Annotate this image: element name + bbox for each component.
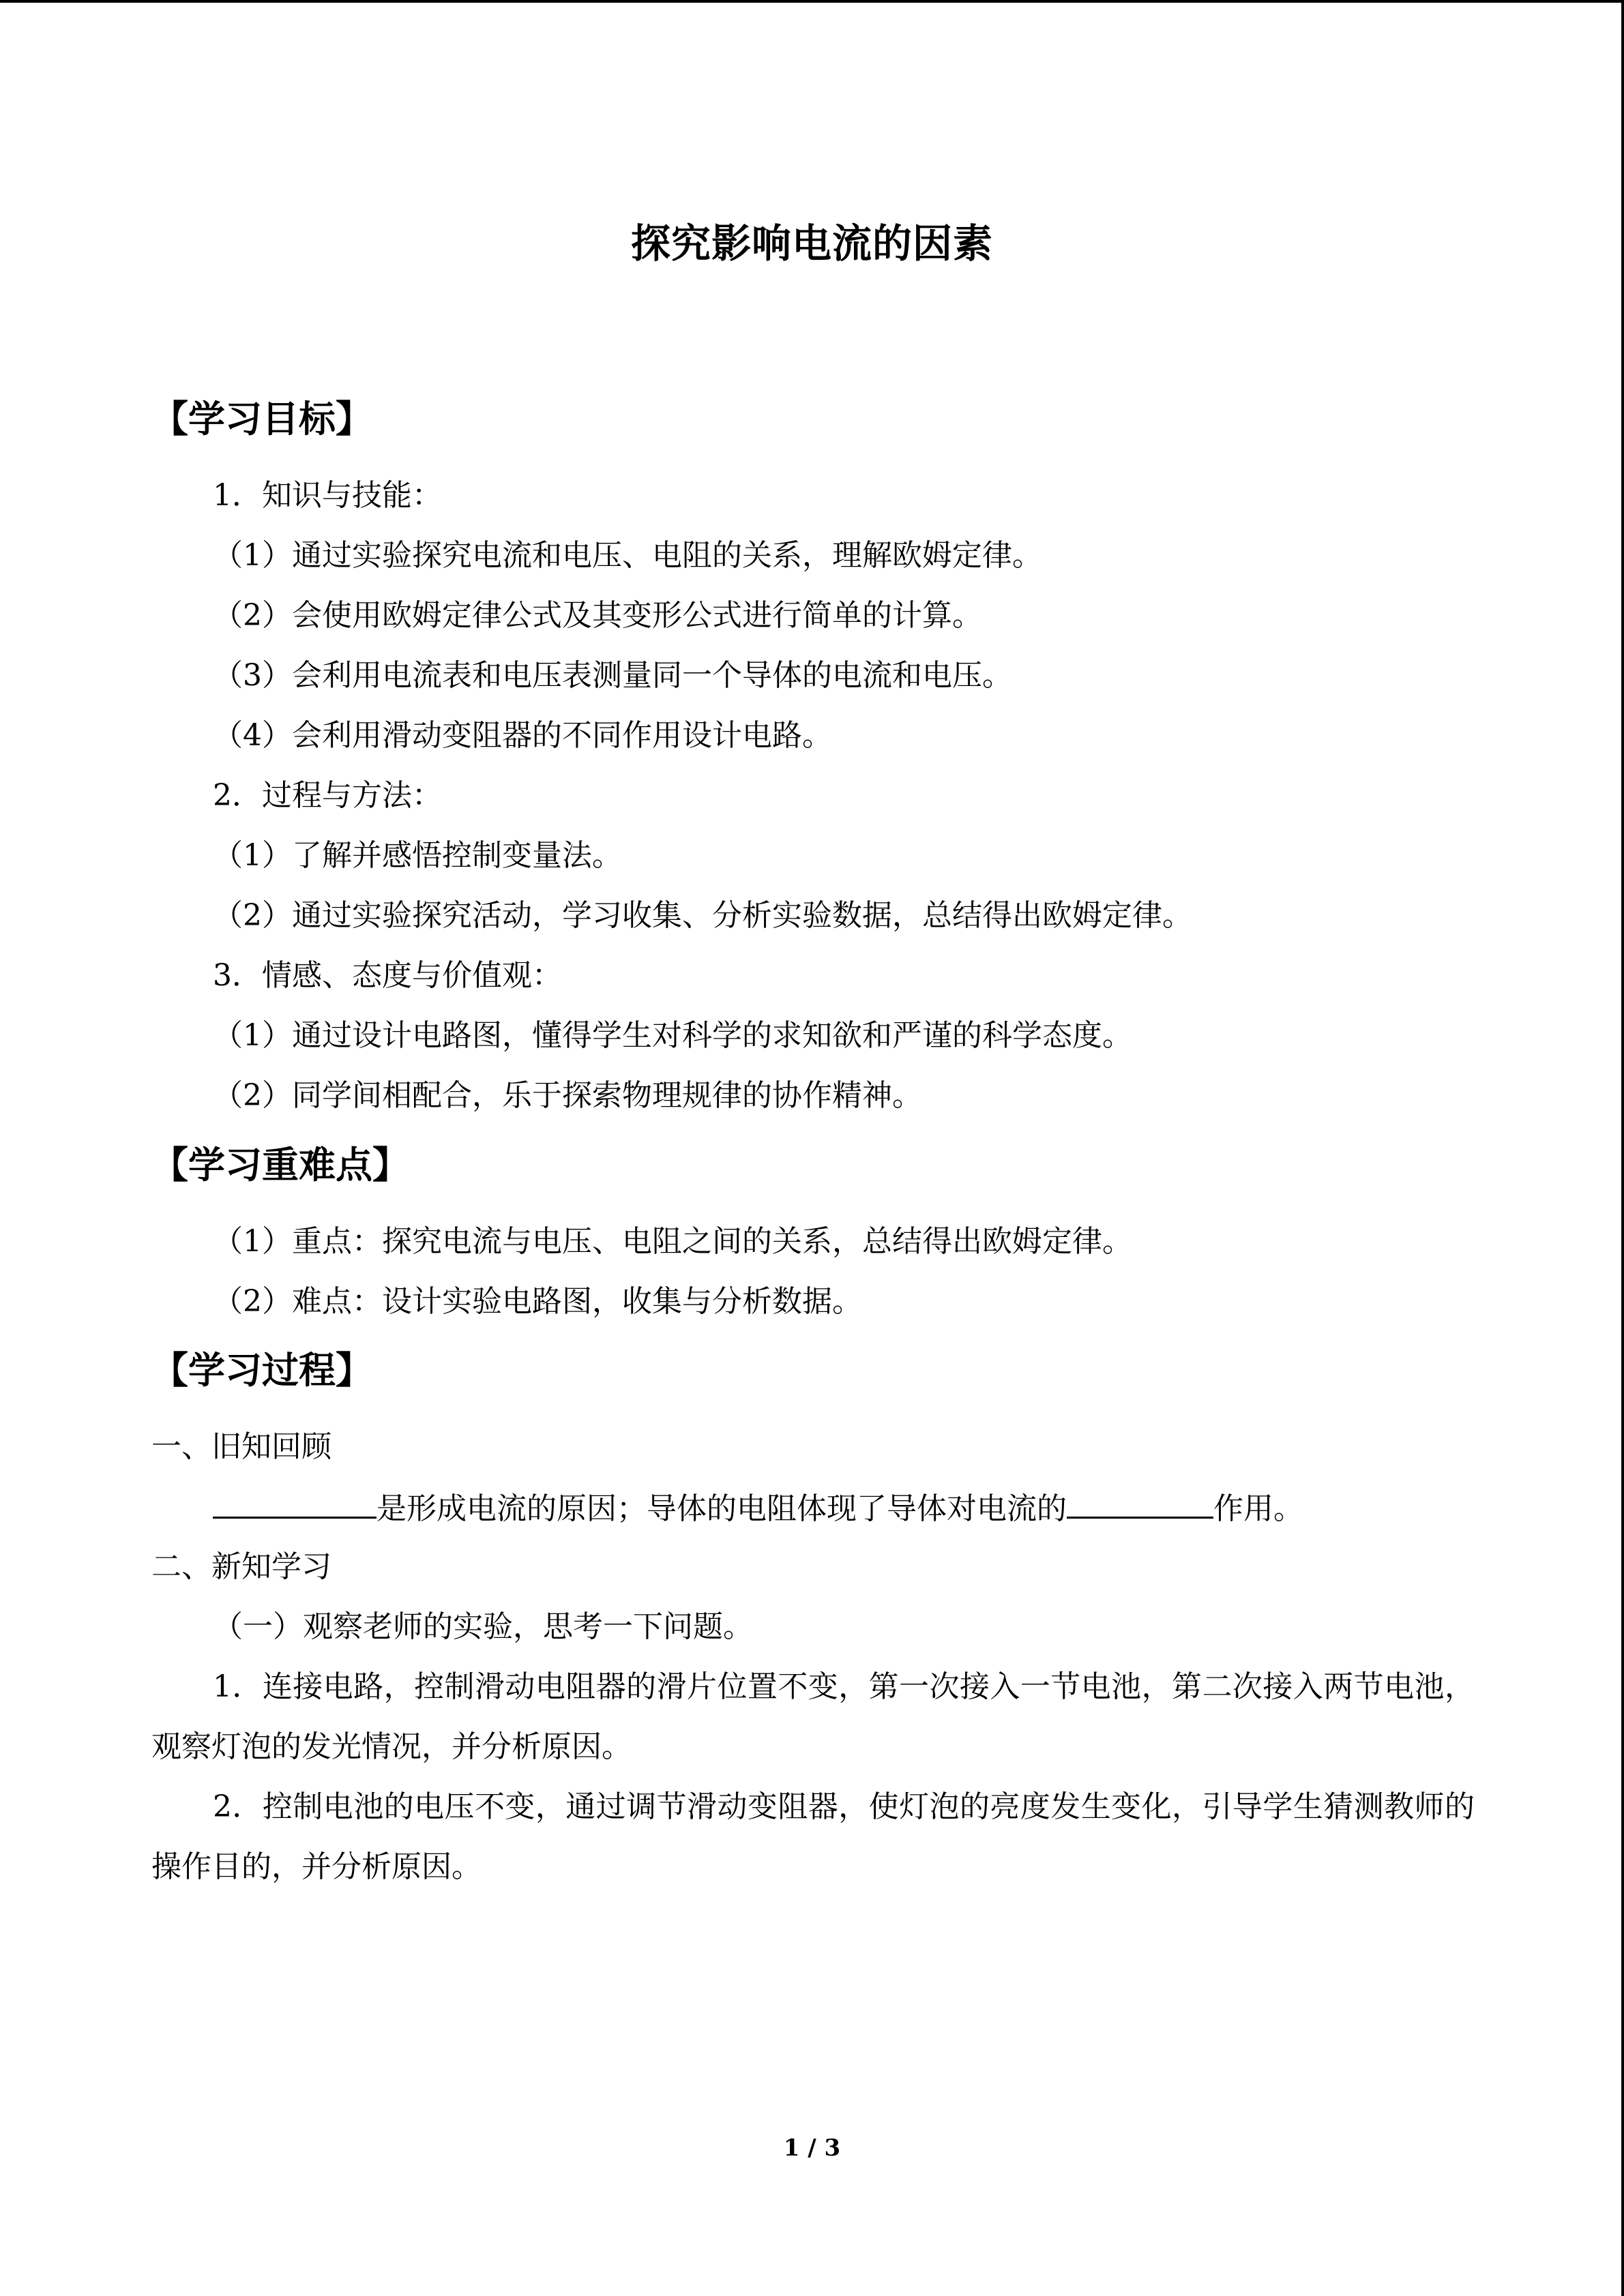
goal-k1: （1）通过实验探究电流和电压、电阻的关系，理解欧姆定律。 (213, 538, 1042, 573)
fill-blank-2[interactable] (1067, 1487, 1213, 1519)
goal-k3: （3）会利用电流表和电压表测量同一个导体的电流和电压。 (213, 658, 1012, 693)
heading-process: 【学习过程】 (151, 1348, 372, 1392)
review-title: 一、旧知回顾 (151, 1429, 331, 1464)
goal-emotion: 3．情感、态度与价值观： (213, 958, 562, 993)
goal-knowledge: 1．知识与技能： (213, 478, 442, 513)
observe-instruction: （一）观察老师的实验，思考一下问题。 (213, 1609, 753, 1644)
review-line (213, 1487, 1303, 1530)
new-knowledge-title: 二、新知学习 (151, 1549, 331, 1584)
step-1-paragraph: 1．连接电路，控制滑动电阻器的滑片位置不变，第一次接入一节电池，第二次接入两节电池，观察灯泡的发光情况，并分析原因。 (151, 1669, 1475, 1764)
key-point-2: （2）难点：设计实验电路图，收集与分析数据。 (213, 1284, 862, 1319)
goal-p2: （2）通过实验探究活动，学习收集、分析实验数据，总结得出欧姆定律。 (213, 898, 1192, 933)
goal-k4: （4）会利用滑动变阻器的不同作用设计电路。 (213, 718, 832, 753)
heading-goals: 【学习目标】 (151, 397, 372, 441)
page-border-right (1621, 0, 1624, 2296)
step-2-paragraph: 2．控制电池的电压不变，通过调节滑动变阻器，使灯泡的亮度发生变化，引导学生猜测教师的操作目的，并分析原因。 (151, 1789, 1475, 1884)
page-number: 1 / 3 (783, 2134, 841, 2162)
review-text-2: 作用。 (1213, 1491, 1303, 1526)
document-title: 探究影响电流的因素 (630, 220, 993, 267)
goal-p1: （1）了解并感悟控制变量法。 (213, 838, 622, 873)
review-text-1: 是形成电流的原因；导体的电阻体现了导体对电流的 (377, 1491, 1067, 1526)
page-border-top (0, 0, 1624, 3)
goal-k2: （2）会使用欧姆定律公式及其变形公式进行简单的计算。 (213, 598, 982, 633)
fill-blank-1[interactable] (213, 1487, 377, 1519)
goal-e2: （2）同学间相配合，乐于探索物理规律的协作精神。 (213, 1078, 922, 1113)
goal-process: 2．过程与方法： (213, 778, 442, 813)
goal-e1: （1）通过设计电路图，懂得学生对科学的求知欲和严谨的科学态度。 (213, 1018, 1132, 1053)
key-point-1: （1）重点：探究电流与电压、电阻之间的关系，总结得出欧姆定律。 (213, 1224, 1132, 1259)
heading-key-points: 【学习重难点】 (151, 1143, 409, 1187)
